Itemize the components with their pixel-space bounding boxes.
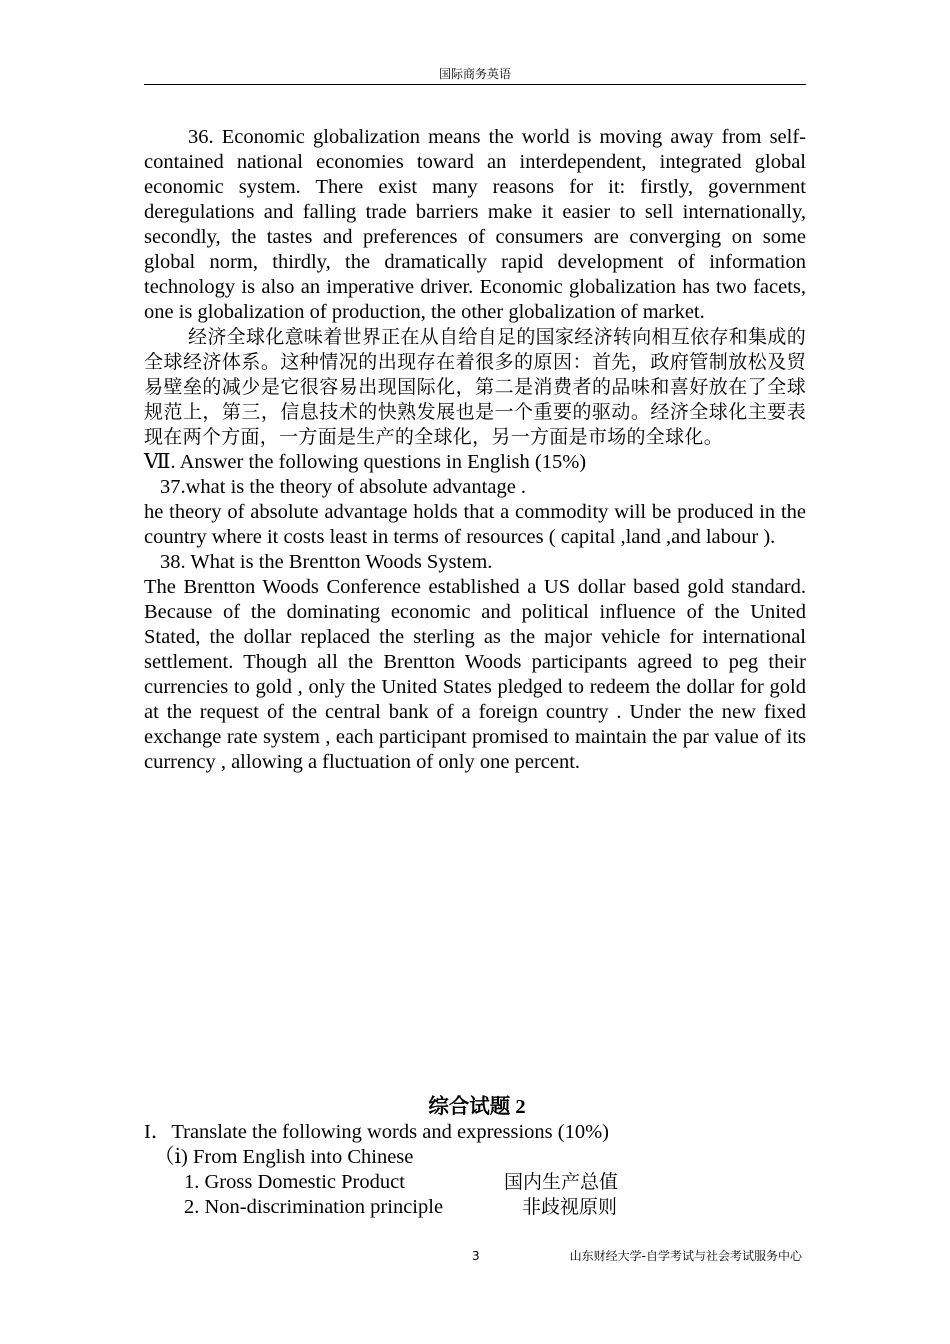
term-chinese: 非歧视原则 <box>522 1196 618 1218</box>
list-item <box>144 1195 806 1220</box>
header-rule <box>144 84 806 85</box>
term-english: 1. Gross Domestic Product <box>184 1171 405 1193</box>
q38-answer: The Brentton Woods Conference established a US dollar based gold standard. Because of the dominating economic and political influence of the United Stated, the dollar replaced the sterling as the major vehicle for international settlement. Though all the Brentton Woods participants agreed to peg their currencies to gold , only the United States pledged to redeem the dollar for gold at the request of the central bank of a foreign country . Under the new fixed exchange rate system , each participant promised to maintain the par value of its currency , allowing a fluctuation of only one percent. <box>144 576 806 773</box>
page-number: 3 <box>472 1249 480 1263</box>
term-chinese: 国内生产总值 <box>504 1171 619 1193</box>
sub-heading: （ⅰ) From English into Chinese <box>154 1146 414 1168</box>
section-7-heading: Ⅶ. Answer the following questions in English (15%) <box>144 451 587 473</box>
q36-english-paragraph: 36. Economic globalization means the world is moving away from self-contained national economies toward an interdependent, integrated global economic system. There exist many reasons for it: firstly, government deregulations and falling trade barriers make it easier to sell internationally, secondly, the tastes and preferences of consumers are converging on some global norm, thirdly, the dramatically rapid development of information technology is also an imperative driver. Economic globalization has two facets, one is globalization of production, the other globalization of market. <box>144 126 806 323</box>
footer-organization: 山东财经大学-自学考试与社会考试服务中心 <box>569 1249 802 1263</box>
q37-answer: he theory of absolute advantage holds that a commodity will be produced in the country where it costs least in terms of resources ( capital ,land ,and labour ). <box>144 501 806 548</box>
q38-question: 38. What is the Brentton Woods System. <box>160 551 493 573</box>
part-1-heading: I．Translate the following words and expressions (10%) <box>144 1121 609 1143</box>
page-header: 国际商务英语 <box>438 67 511 81</box>
exam-2-section <box>144 1095 806 1220</box>
list-item <box>144 1170 806 1195</box>
term-english: 2. Non-discrimination principle <box>184 1196 444 1218</box>
document-body <box>144 125 806 775</box>
q36-chinese-paragraph: 经济全球化意味着世界正在从自给自足的国家经济转向相互依存和集成的全球经济体系。这种情况的出现存在着很多的原因：首先，政府管制放松及贸易壁垒的减少是它很容易出现国际化，第二是消费者的品味和喜好放在了全球规范上，第三，信息技术的快熟发展也是一个重要的驱动。经济全球化主要表现在两个方面，一方面是生产的全球化，另一方面是市场的全球化。 <box>144 326 806 448</box>
q37-question: 37.what is the theory of absolute advantage . <box>160 476 527 498</box>
page-footer <box>144 1248 806 1266</box>
exam-2-title: 综合试题 2 <box>428 1096 526 1118</box>
